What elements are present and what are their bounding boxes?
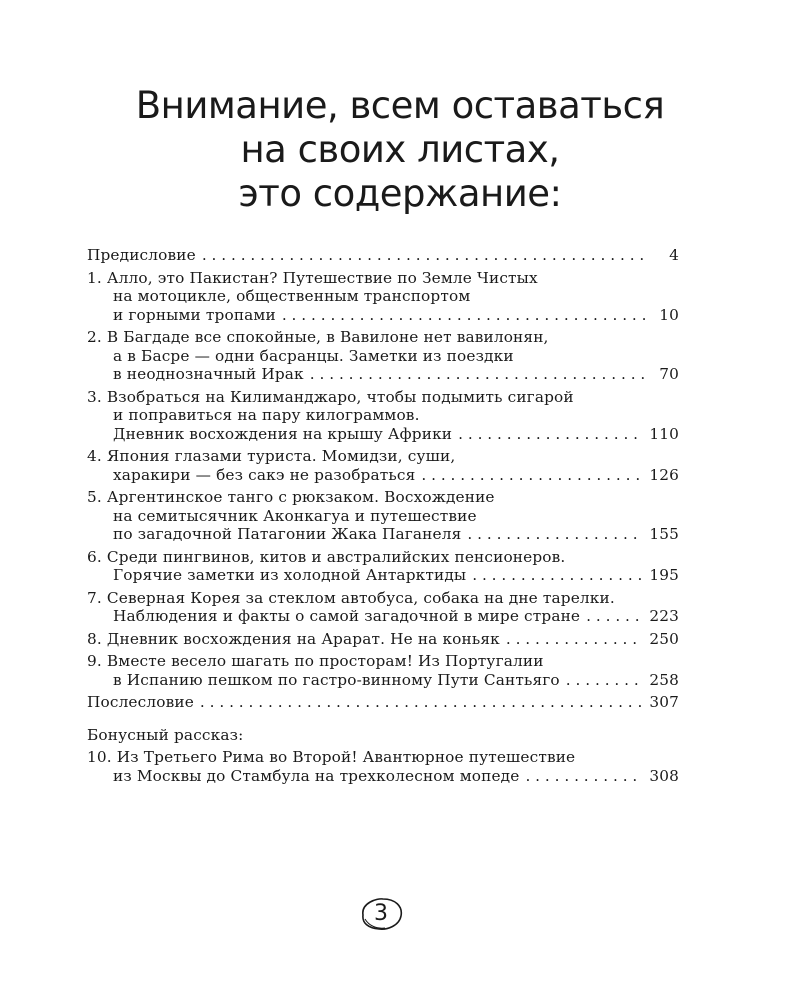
dot-leader	[282, 306, 649, 325]
toc-entry-last-line	[87, 306, 679, 325]
toc-entry-line: в Испанию пешком по гастро-винному Пути Сантьяго	[113, 670, 560, 689]
toc-entry-line: 3. Взобраться на Килиманджаро, чтобы подымить сигарой	[87, 387, 574, 406]
toc-entry	[87, 447, 679, 484]
toc-entry-last-line	[87, 425, 679, 444]
toc-entry-last-line	[87, 466, 679, 485]
toc-entry-line: и горными тропами	[113, 305, 276, 324]
toc-entry-last-line	[87, 246, 679, 265]
toc-entry-line: Дневник восхождения на крышу Африки	[113, 424, 453, 443]
toc-entry-line: 1. Алло, это Пакистан? Путешествие по Земле Чистых	[87, 268, 538, 287]
toc-entry	[87, 269, 679, 325]
dot-leader	[421, 466, 643, 485]
toc-entry-line: 8. Дневник восхождения на Арарат. Не на коньяк	[87, 629, 500, 648]
toc-entry-last-line	[87, 607, 679, 626]
toc-entries	[87, 246, 679, 712]
toc-page-number: 155	[649, 525, 679, 543]
toc-entry-last-line	[87, 767, 679, 786]
toc-entry-line: 10. Из Третьего Рима во Второй! Авантюрное путешествие	[87, 748, 576, 766]
toc-entry	[87, 246, 679, 265]
toc-entry-line: а в Басре — одни басранцы. Заметки из поездки	[113, 346, 514, 365]
toc-entry-line: Предисловие	[87, 246, 196, 264]
toc-entry-last-line	[87, 630, 679, 649]
toc-entry	[87, 630, 679, 649]
toc-entry-line: и поправиться на пару килограммов.	[113, 406, 420, 424]
toc-entry-line: на семитысячник Аконкагуа и путешествие	[113, 506, 477, 525]
dot-leader	[200, 693, 643, 712]
title-line-2: на своих листах,	[240, 128, 560, 171]
toc-page-number: 195	[649, 566, 679, 584]
toc-entry-line: на мотоцикле, общественным транспортом	[113, 287, 471, 305]
toc-entry-line: Послесловие	[87, 693, 194, 711]
page-title	[0, 84, 800, 216]
toc-entry	[87, 328, 679, 384]
toc-entry-line: Горячие заметки из холодной Антарктиды	[113, 566, 467, 584]
dot-leader	[566, 671, 644, 690]
dot-leader	[202, 246, 649, 265]
table-of-contents	[87, 246, 679, 789]
toc-entry	[87, 488, 679, 544]
page-number: 3	[374, 901, 388, 926]
toc-entry-line: 5. Аргентинское танго с рюкзаком. Восхождение	[87, 488, 495, 506]
dot-leader	[586, 607, 643, 626]
toc-entry-line: Наблюдения и факты о самой загадочной в мире стране	[113, 607, 581, 625]
toc-entry	[87, 652, 679, 689]
dot-leader	[506, 630, 643, 649]
dot-leader	[458, 425, 643, 444]
toc-entry	[87, 748, 679, 785]
toc-page-number: 10	[659, 305, 679, 324]
toc-entry	[87, 388, 679, 444]
toc-page-number: 223	[649, 607, 679, 625]
title-line-3: это содержание:	[238, 172, 562, 215]
toc-entry-last-line	[87, 671, 679, 690]
toc-entry-line: из Москвы до Стамбула на трехколесном мопеде	[113, 766, 520, 785]
toc-page-number: 70	[659, 365, 679, 383]
toc-page-number: 126	[649, 465, 679, 484]
toc-entry-last-line	[87, 365, 679, 384]
toc-entry-last-line	[87, 566, 679, 585]
toc-entry-line: харакири — без сакэ не разобраться	[113, 465, 416, 484]
toc-entry-line: 7. Северная Корея за стеклом автобуса, собака на дне тарелки.	[87, 588, 615, 607]
dot-leader	[472, 566, 643, 585]
toc-page-number: 307	[649, 693, 679, 711]
toc-entry-line: 6. Среди пингвинов, китов и австралийских пенсионеров.	[87, 547, 566, 566]
page-number-badge	[355, 895, 407, 933]
toc-entry-line: 4. Япония глазами туриста. Момидзи, суши,	[87, 447, 456, 465]
toc-page-number: 258	[649, 670, 679, 689]
toc-entry	[87, 693, 679, 712]
toc-entry	[87, 589, 679, 626]
dot-leader	[467, 525, 643, 544]
toc-page-number: 308	[649, 766, 679, 785]
toc-entry-line: 2. В Багдаде все спокойные, в Вавилоне нет вавилонян,	[87, 328, 549, 346]
toc-page-number: 4	[669, 246, 679, 264]
dot-leader	[310, 365, 649, 384]
dot-leader	[525, 767, 643, 786]
toc-entry-line: 9. Вместе весело шагать по просторам! Из Португалии	[87, 652, 544, 670]
title-line-1: Внимание, всем оставаться	[135, 84, 665, 127]
toc-entry-line: по загадочной Патагонии Жака Паганеля	[113, 525, 462, 543]
toc-entry-last-line	[87, 693, 679, 712]
toc-page-number: 110	[649, 424, 679, 443]
bonus-entry	[87, 748, 679, 785]
toc-entry	[87, 548, 679, 585]
toc-entry-last-line	[87, 525, 679, 544]
toc-entry-line: в неоднозначный Ирак	[113, 365, 304, 383]
toc-page-number: 250	[649, 629, 679, 648]
bonus-label: Бонусный рассказ:	[87, 725, 244, 744]
section-gap	[87, 716, 679, 726]
